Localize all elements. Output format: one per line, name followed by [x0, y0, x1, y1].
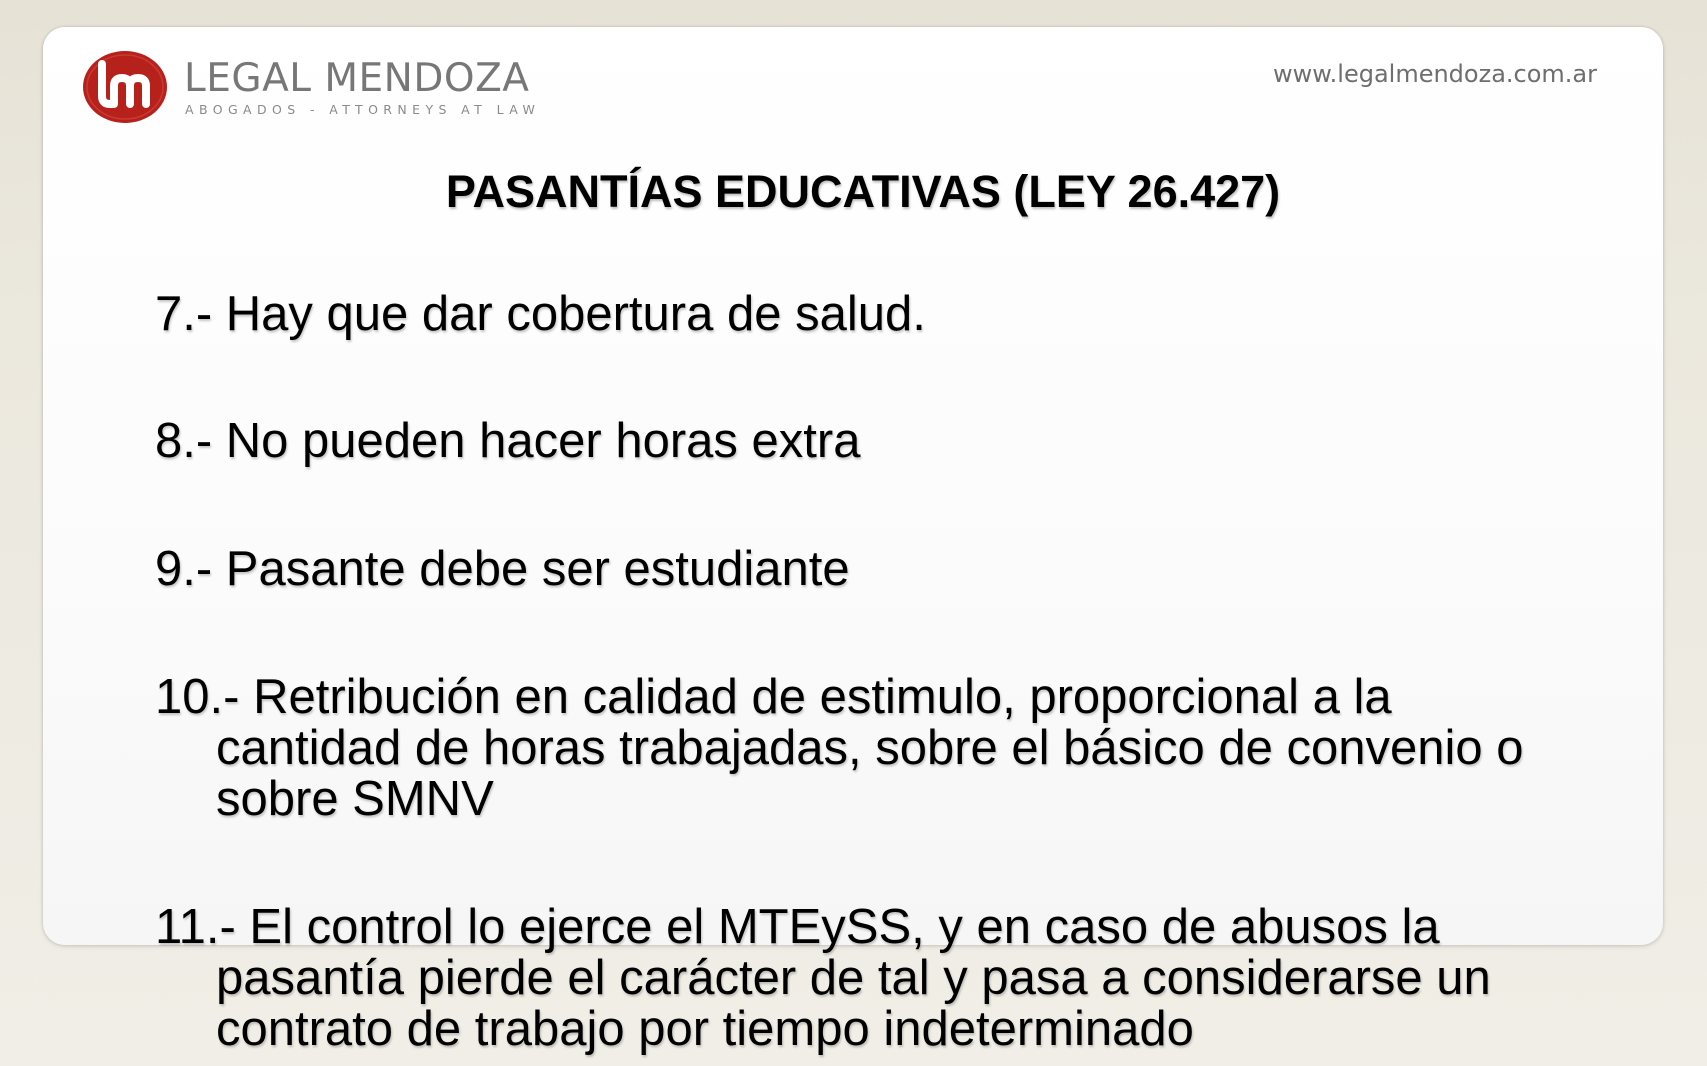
slide-title: PASANTÍAS EDUCATIVAS (LEY 26.427) — [445, 166, 1281, 217]
item-number: 9.- — [155, 542, 226, 596]
item-text-continuation: sobre SMNV — [216, 772, 494, 826]
item-number: 11.- — [155, 900, 250, 954]
item-text: Hay que dar cobertura de salud. — [225, 287, 926, 341]
item-text: Retribución en calidad de estimulo, proporcional a la — [253, 670, 1392, 724]
item-text-continuation: contrato de trabajo por tiempo indeterminado — [216, 1002, 1194, 1056]
list-item — [155, 672, 1645, 825]
lm-monogram-logo — [82, 50, 168, 124]
item-text-continuation: cantidad de horas trabajadas, sobre el básico de convenio o — [216, 721, 1524, 775]
list-item — [155, 544, 1645, 595]
list-item — [155, 416, 1645, 467]
item-number: 10.- — [155, 670, 254, 724]
item-text: Pasante debe ser estudiante — [225, 542, 850, 596]
item-number: 8.- — [155, 414, 226, 468]
website-url: www.legalmendoza.com.ar — [1272, 60, 1597, 88]
item-number: 7.- — [155, 287, 226, 341]
item-text: No pueden hacer horas extra — [225, 414, 861, 468]
item-text: El control lo ejerce el MTEySS, y en caso de abusos la — [249, 900, 1440, 954]
item-text-continuation: pasantía pierde el carácter de tal y pasa a considerarse un — [216, 951, 1491, 1005]
brand-tagline: ABOGADOS - ATTORNEYS AT LAW — [185, 102, 541, 117]
list-item — [155, 902, 1645, 1055]
brand-name: LEGAL MENDOZA — [184, 56, 530, 101]
list-item — [155, 289, 1645, 340]
